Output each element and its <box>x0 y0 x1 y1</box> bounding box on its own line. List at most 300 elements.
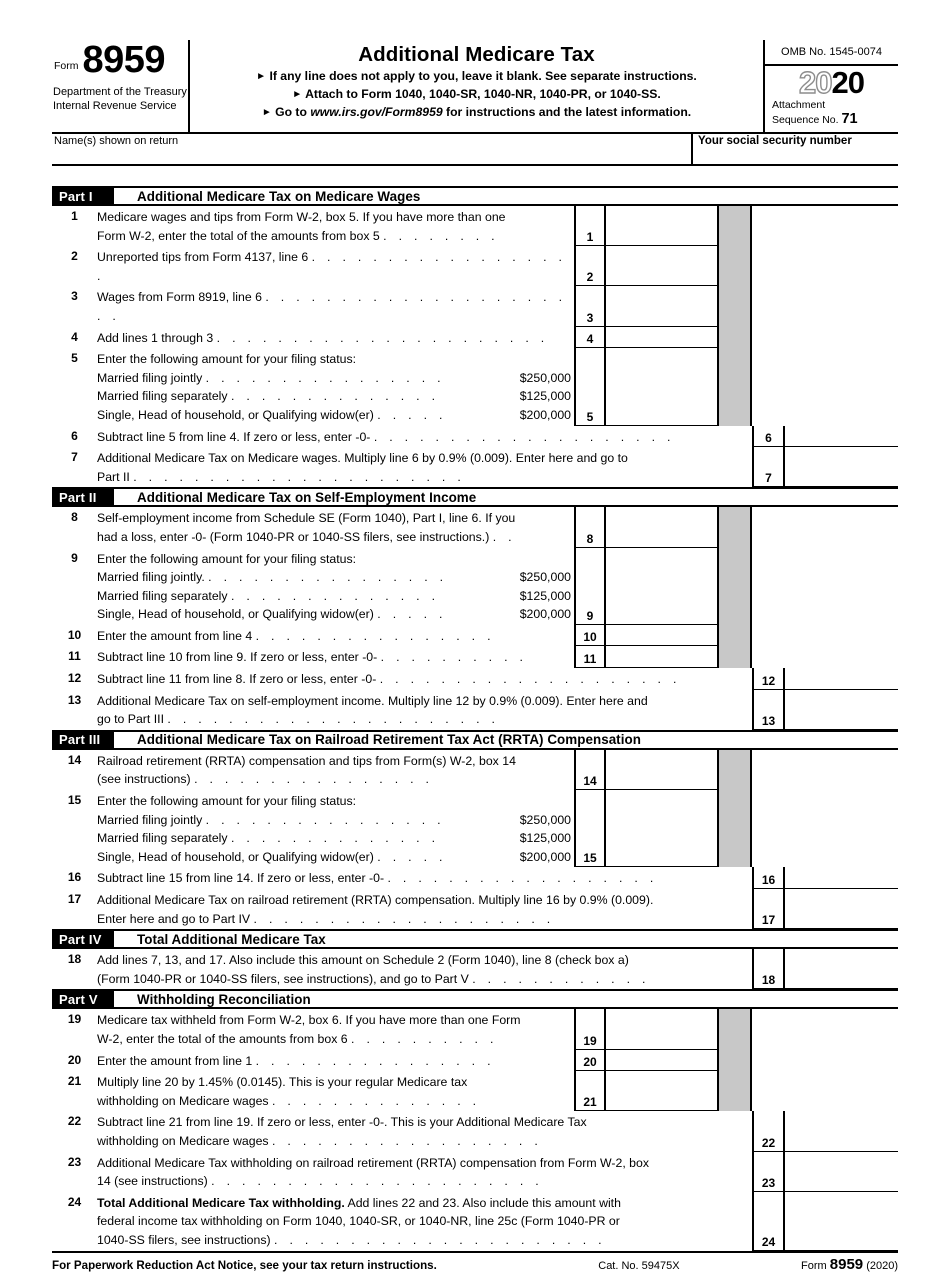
line-18-text-b-wrap <box>97 970 749 989</box>
line-1-amount-input[interactable] <box>606 206 717 246</box>
ssn-field[interactable] <box>693 134 898 164</box>
line-16-amount-input[interactable] <box>785 867 898 889</box>
line-24-row <box>52 1192 898 1251</box>
line-14-inner-box <box>574 750 719 790</box>
line-22-row <box>52 1111 898 1151</box>
attachment-sequence-number: 71 <box>841 111 858 128</box>
line-8-inner-box <box>574 507 719 547</box>
tax-year-digits: 20 <box>831 65 864 100</box>
line-17-description <box>97 889 752 929</box>
line-19-inner-box <box>574 1009 719 1049</box>
line-21-box-number: 21 <box>576 1071 606 1111</box>
line-8-amount-input[interactable] <box>606 507 717 547</box>
line-7-number: 7 <box>71 450 78 465</box>
line-4-box-number: 4 <box>576 327 606 349</box>
spacer <box>752 625 898 647</box>
gray-strip <box>719 206 752 246</box>
spacer <box>752 646 898 668</box>
part-1-title: Additional Medicare Tax on Medicare Wages <box>137 188 421 204</box>
attachment-sequence <box>765 99 898 128</box>
line-23-number: 23 <box>67 1154 82 1169</box>
line-17-text-b-wrap <box>97 910 749 929</box>
form-footer <box>52 1251 898 1273</box>
leader-dots: . . <box>492 529 516 544</box>
line-24-bold-lead: Total Additional Medicare Tax withholding. <box>97 1195 345 1210</box>
line-3-inner-box <box>574 286 719 326</box>
leader-dots: . . . . . . . . . . . . . . . . . . <box>97 250 567 283</box>
line-7-description <box>97 447 752 487</box>
line-22-text-a: Subtract line 21 from line 19. If zero or less, enter -0-. This is your Additional Medicare Tax <box>97 1115 587 1130</box>
leader-dots: . . . . . . . . . . . . . . . . <box>194 772 434 787</box>
line-13-box-number: 13 <box>752 690 785 730</box>
line-6-box-number: 6 <box>752 426 785 448</box>
line-1-text-a: Medicare wages and tips from Form W-2, box 5. If you have more than one <box>97 210 506 224</box>
omb-number: OMB No. 1545-0074 <box>765 40 898 66</box>
gray-strip <box>719 548 752 625</box>
part-4-header <box>52 929 898 949</box>
line-5-mfj-label: Married filing jointly <box>97 370 203 385</box>
leader-dots: . . . . . . . . . . <box>351 1031 498 1046</box>
line-17-number: 17 <box>67 892 82 906</box>
line-18-description <box>97 949 752 989</box>
taxpayer-identity-row <box>52 134 898 166</box>
line-12-amount-input[interactable] <box>785 668 898 690</box>
part-3-title: Additional Medicare Tax on Railroad Retirement Tax Act (RRTA) Compensation <box>137 732 641 748</box>
arrow-icon: ► <box>256 71 267 82</box>
line-22-box-number: 22 <box>752 1111 785 1151</box>
line-15-single-amount: $200,000 <box>519 849 571 864</box>
line-13-number: 13 <box>67 692 82 707</box>
spacer <box>752 750 898 790</box>
line-1-text-b: Form W-2, enter the total of the amounts from box 5 <box>97 228 380 243</box>
gray-strip <box>719 790 752 867</box>
line-20-number: 20 <box>67 1052 82 1067</box>
line-8-row <box>52 507 898 547</box>
line-15-mfs <box>97 829 571 848</box>
line-15-single <box>97 848 571 867</box>
line-21-description <box>97 1071 574 1111</box>
line-10-row <box>52 625 898 647</box>
line-24-text-a: Add lines 22 and 23. Also include this amount with <box>344 1195 621 1210</box>
line-17-text-a: Additional Medicare Tax on railroad retirement (RRTA) compensation. Multiply line 16 by 0.9% (0.009). <box>97 893 654 907</box>
line-15-box-number: 15 <box>576 790 606 867</box>
catalog-number: Cat. No. 59475X <box>598 1259 680 1272</box>
line-23-amount-input[interactable] <box>785 1152 898 1192</box>
line-5-mfj-amount: $250,000 <box>519 370 571 385</box>
line-5-mfs-label: Married filing separately <box>97 389 228 404</box>
line-6-row <box>52 426 898 448</box>
line-15-row <box>52 790 898 867</box>
line-5-amount-input[interactable] <box>606 348 717 425</box>
leader-dots: . . . . . . . . . . . . . . . . . . . . . . <box>97 290 567 323</box>
leader-dots: . . . . . . . . . . . . . . . . . . . . . . <box>133 469 466 484</box>
line-14-amount-input[interactable] <box>606 750 717 790</box>
line-6-text: Subtract line 5 from line 4. If zero or less, enter -0- <box>97 429 371 444</box>
spacer <box>752 1009 898 1049</box>
line-19-text-a: Medicare tax withheld from Form W-2, box 6. If you have more than one Form <box>97 1013 521 1028</box>
line-17-box-number: 17 <box>752 889 785 929</box>
line-4-inner-box <box>574 327 719 349</box>
line-2-number: 2 <box>71 249 78 264</box>
line-15-mfj-label: Married filing jointly <box>97 812 203 827</box>
line-5-single-amount: $200,000 <box>519 407 571 422</box>
line-5-prompt: Enter the following amount for your filing status: <box>97 352 357 367</box>
line-7-amount-input[interactable] <box>785 447 898 487</box>
line-5-mfs-amount: $125,000 <box>519 389 571 404</box>
line-9-number: 9 <box>71 550 78 565</box>
line-16-text: Subtract line 15 from line 14. If zero or less, enter -0- <box>97 871 385 886</box>
spacer <box>752 507 898 547</box>
footer-form-word: Form <box>801 1259 827 1272</box>
line-15-description <box>97 790 574 867</box>
line-6-number: 6 <box>71 428 78 443</box>
line-3-row <box>52 286 898 326</box>
line-14-number: 14 <box>67 752 82 767</box>
spacer <box>752 1071 898 1111</box>
line-14-box-number: 14 <box>576 750 606 790</box>
tax-year-century: 20 <box>799 65 832 100</box>
line-13-text-a: Additional Medicare Tax on self-employment income. Multiply line 12 by 0.9% (0.009). Enter here and <box>97 693 648 708</box>
leader-dots: . . . . . <box>377 407 447 422</box>
leader-dots: . . . . . . . . <box>383 228 499 243</box>
line-8-description <box>97 507 574 547</box>
line-17-text-b: Enter here and go to Part IV <box>97 911 251 926</box>
gray-strip <box>719 348 752 425</box>
line-21-number: 21 <box>67 1074 82 1089</box>
line-24-box-number: 24 <box>752 1192 785 1251</box>
line-23-text-b: 14 (see instructions) <box>97 1174 208 1189</box>
line-5-row <box>52 348 898 425</box>
line-17-amount-input[interactable] <box>785 889 898 929</box>
instruction-2-text: Attach to Form 1040, 1040-SR, 1040-NR, 1040-PR, or 1040-SS. <box>305 87 661 102</box>
part-2-header <box>52 487 898 507</box>
name-field[interactable] <box>52 134 693 164</box>
line-1-row <box>52 206 898 246</box>
line-9-amount-input[interactable] <box>606 548 717 625</box>
line-1-description <box>97 206 574 246</box>
line-15-mfj <box>97 811 571 830</box>
leader-dots: . . . . . . . . . . . . <box>472 971 650 986</box>
arrow-icon: ► <box>292 89 303 101</box>
line-12-row <box>52 668 898 690</box>
line-22-amount-input[interactable] <box>785 1111 898 1151</box>
form-8959 <box>52 40 898 1273</box>
line-22-description <box>97 1111 752 1151</box>
leader-dots: . . . . . . . . . . . . . . . . . . <box>272 1133 543 1148</box>
ssn-label: Your social security number <box>698 135 852 147</box>
line-23-description <box>97 1152 752 1192</box>
line-19-number: 19 <box>67 1012 82 1027</box>
line-8-text-a: Self-employment income from Schedule SE (Form 1040), Part I, line 6. If you <box>97 511 516 526</box>
line-9-mfs <box>97 587 571 606</box>
footer-form-year: (2020) <box>866 1259 898 1272</box>
line-9-prompt: Enter the following amount for your filing status: <box>97 551 357 566</box>
name-label: Name(s) shown on return <box>54 135 179 147</box>
header-title-block <box>190 40 765 132</box>
line-10-text: Enter the amount from line 4 <box>97 628 253 643</box>
line-19-box-number: 19 <box>576 1009 606 1049</box>
irs-url-link[interactable]: www.irs.gov/Form8959 <box>310 105 443 120</box>
line-9-mfj-label: Married filing jointly. <box>97 570 205 585</box>
spacer <box>752 1050 898 1072</box>
line-24-amount-input[interactable] <box>785 1192 898 1251</box>
line-22-text-b: withholding on Medicare wages <box>97 1133 269 1148</box>
line-24-text-c-wrap <box>97 1231 749 1250</box>
leader-dots: . . . . . . . . . . . . . . . . <box>205 812 445 827</box>
line-7-box-number: 7 <box>752 447 785 487</box>
line-2-description <box>97 246 574 286</box>
line-8-number: 8 <box>71 510 78 525</box>
line-19-description <box>97 1009 574 1049</box>
arrow-icon: ► <box>261 107 272 119</box>
part-3-header <box>52 730 898 750</box>
line-11-inner-box <box>574 646 719 668</box>
line-9-single <box>97 605 571 624</box>
line-18-row <box>52 949 898 989</box>
line-3-text: Wages from Form 8919, line 6 <box>97 290 262 305</box>
line-23-text-b-wrap <box>97 1172 749 1191</box>
leader-dots: . . . . . . . . . . . . . . . . . . . . <box>253 911 555 926</box>
line-5-box-number: 5 <box>576 348 606 425</box>
line-9-box-number: 9 <box>576 548 606 625</box>
line-17-row <box>52 889 898 929</box>
part-5-header <box>52 989 898 1009</box>
line-21-amount-input[interactable] <box>606 1071 717 1111</box>
part-3-tag: Part III <box>52 732 114 748</box>
agency-name <box>52 86 188 114</box>
line-9-mfs-label: Married filing separately <box>97 588 228 603</box>
line-5-number: 5 <box>71 351 78 366</box>
dept-line-2: Internal Revenue Service <box>53 100 177 113</box>
line-20-description <box>97 1050 574 1072</box>
leader-dots: . . . . . <box>377 849 447 864</box>
line-16-description <box>97 867 752 889</box>
line-1-inner-box <box>574 206 719 246</box>
leader-dots: . . . . . . . . . . . . . . . . . . . . . . <box>211 1174 543 1189</box>
part-1-header <box>52 186 898 206</box>
part-4-title: Total Additional Medicare Tax <box>137 931 326 947</box>
line-20-row <box>52 1050 898 1072</box>
line-13-row <box>52 690 898 730</box>
line-5-mfj <box>97 369 571 388</box>
line-9-mfj-amount: $250,000 <box>519 570 571 585</box>
line-18-text-b: (Form 1040-PR or 1040-SS filers, see instructions), and go to Part V <box>97 971 469 986</box>
line-9-description <box>97 548 574 625</box>
line-24-text-b: federal income tax withholding on Form 1040, 1040-SR, or 1040-NR, line 25c (Form 1040-PR or <box>97 1214 620 1229</box>
part-5-tag: Part V <box>52 991 114 1007</box>
gray-strip <box>719 507 752 547</box>
goto-prefix: Go to <box>275 105 311 120</box>
line-21-text-a: Multiply line 20 by 1.45% (0.0145). This is your regular Medicare tax <box>97 1075 468 1090</box>
line-21-row <box>52 1071 898 1111</box>
header-omb-block <box>765 40 898 132</box>
gray-strip <box>719 1071 752 1111</box>
line-13-text-b: go to Part III <box>97 712 164 727</box>
leader-dots: . . . . . . . . . . . . . . <box>230 389 440 404</box>
line-19-amount-input[interactable] <box>606 1009 717 1049</box>
tax-year <box>765 66 898 98</box>
line-9-mfj <box>97 568 571 587</box>
leader-dots: . . . . . . . . . . . . . . . . <box>255 628 495 643</box>
line-15-mfs-label: Married filing separately <box>97 831 228 846</box>
line-18-text-a: Add lines 7, 13, and 17. Also include this amount on Schedule 2 (Form 1040), line 8 (check box a) <box>97 953 629 968</box>
line-20-text: Enter the amount from line 1 <box>97 1053 253 1068</box>
line-19-text-b-wrap <box>97 1030 571 1049</box>
line-7-text-b: Part II <box>97 469 130 484</box>
leader-dots: . . . . . . . . . . . . . . <box>230 831 440 846</box>
line-15-amount-input[interactable] <box>606 790 717 867</box>
line-10-amount-input[interactable] <box>606 625 717 647</box>
line-5-description <box>97 348 574 425</box>
line-11-description <box>97 646 574 668</box>
header-instruction-3 <box>190 103 763 121</box>
line-11-amount-input[interactable] <box>606 646 717 668</box>
form-header <box>52 40 898 134</box>
spacer <box>752 790 898 867</box>
line-9-row <box>52 548 898 625</box>
line-11-row <box>52 646 898 668</box>
line-7-row <box>52 447 898 487</box>
line-11-text: Subtract line 10 from line 9. If zero or less, enter -0- <box>97 650 378 665</box>
part-5-title: Withholding Reconciliation <box>137 991 311 1007</box>
spacer <box>752 206 898 246</box>
gray-strip <box>719 327 752 349</box>
line-9-inner-box <box>574 548 719 625</box>
line-3-amount-input[interactable] <box>606 286 717 326</box>
line-5-inner-box <box>574 348 719 425</box>
leader-dots: . . . . . . . . . . . . . . <box>230 588 440 603</box>
attachment-label-2: Sequence No. <box>772 114 839 127</box>
spacer <box>752 246 898 286</box>
line-19-row <box>52 1009 898 1049</box>
line-24-description <box>97 1192 752 1251</box>
line-14-description <box>97 750 574 790</box>
line-4-description <box>97 327 574 349</box>
leader-dots: . . . . . . . . . . <box>380 650 528 665</box>
line-16-row <box>52 867 898 889</box>
line-3-number: 3 <box>71 289 78 304</box>
leader-dots: . . . . . . . . . . . . . . . . . . <box>387 871 658 886</box>
paperwork-notice: For Paperwork Reduction Act Notice, see your tax return instructions. <box>52 1258 437 1272</box>
line-20-amount-input[interactable] <box>606 1050 717 1072</box>
gray-strip <box>719 646 752 668</box>
line-23-box-number: 23 <box>752 1152 785 1192</box>
page-title: Additional Medicare Tax <box>358 43 595 66</box>
gray-strip <box>719 625 752 647</box>
line-12-number: 12 <box>67 671 82 686</box>
line-23-row <box>52 1152 898 1192</box>
tax-year-block <box>765 66 898 132</box>
line-8-text-b: had a loss, enter -0- (Form 1040-PR or 1040-SS filers, see instructions.) <box>97 529 490 544</box>
line-13-description <box>97 690 752 730</box>
line-15-mfj-amount: $250,000 <box>519 812 571 827</box>
line-6-amount-input[interactable] <box>785 426 898 448</box>
line-15-prompt: Enter the following amount for your filing status: <box>97 794 357 809</box>
form-number: 8959 <box>82 39 166 81</box>
line-11-box-number: 11 <box>576 646 606 668</box>
line-7-text-b-wrap <box>97 468 749 487</box>
line-2-amount-input[interactable] <box>606 246 717 286</box>
line-23-text-a: Additional Medicare Tax withholding on railroad retirement (RRTA) compensation from Form W-2, box <box>97 1155 649 1170</box>
line-2-row <box>52 246 898 286</box>
footer-form-number: 8959 <box>829 1255 864 1273</box>
spacer <box>752 327 898 349</box>
line-7-text-a: Additional Medicare Tax on Medicare wages. Multiply line 6 by 0.9% (0.009). Enter here and go to <box>97 451 628 466</box>
part-2-tag: Part II <box>52 489 114 505</box>
leader-dots: . . . . . . . . . . . . . . . . . . . . . . <box>167 712 500 727</box>
spacer <box>752 286 898 326</box>
part-4-tag: Part IV <box>52 931 114 947</box>
line-1-box-number: 1 <box>576 206 606 246</box>
header-instruction-2 <box>190 85 763 103</box>
header-form-identity <box>52 40 190 132</box>
spacer <box>752 348 898 425</box>
line-18-box-number: 18 <box>752 949 785 989</box>
line-21-inner-box <box>574 1071 719 1111</box>
line-13-text-b-wrap <box>97 710 749 729</box>
line-13-amount-input[interactable] <box>785 690 898 730</box>
line-10-number: 10 <box>67 627 82 642</box>
line-14-text-b-wrap <box>97 770 571 789</box>
leader-dots: . . . . . . . . . . . . . . . . . . . . <box>373 429 675 444</box>
form-word-label: Form <box>54 60 79 73</box>
line-14-text-b: (see instructions) <box>97 772 191 787</box>
line-12-text: Subtract line 11 from line 8. If zero or less, enter -0- <box>97 672 377 687</box>
line-15-single-label: Single, Head of household, or Qualifying widow(er) <box>97 849 374 864</box>
line-10-box-number: 10 <box>576 625 606 647</box>
leader-dots: . . . . . . . . . . . . . . . . . . . . . . <box>274 1232 606 1247</box>
line-4-amount-input[interactable] <box>606 327 717 349</box>
line-16-box-number: 16 <box>752 867 785 889</box>
leader-dots: . . . . . . . . . . . . . . <box>272 1093 481 1108</box>
instruction-1-text: If any line does not apply to you, leave it blank. See separate instructions. <box>269 69 697 83</box>
line-8-box-number: 8 <box>576 507 606 547</box>
line-9-single-amount: $200,000 <box>519 607 571 622</box>
line-24-text-a-wrap <box>97 1194 749 1213</box>
line-5-mfs <box>97 387 571 406</box>
line-24-text-c: 1040-SS filers, see instructions) <box>97 1232 271 1247</box>
gray-strip <box>719 750 752 790</box>
line-2-inner-box <box>574 246 719 286</box>
line-3-box-number: 3 <box>576 286 606 326</box>
line-4-text: Add lines 1 through 3 <box>97 330 214 345</box>
footer-form-id <box>801 1256 898 1273</box>
goto-suffix: for instructions and the latest information. <box>442 105 692 120</box>
line-22-number: 22 <box>67 1114 82 1129</box>
line-9-mfs-amount: $125,000 <box>519 588 571 603</box>
line-3-description <box>97 286 574 326</box>
gray-strip <box>719 1050 752 1072</box>
leader-dots: . . . . . . . . . . . . . . . . <box>208 570 448 585</box>
line-9-single-label: Single, Head of household, or Qualifying widow(er) <box>97 607 374 622</box>
leader-dots: . . . . . <box>377 607 447 622</box>
line-20-inner-box <box>574 1050 719 1072</box>
gray-strip <box>719 1009 752 1049</box>
line-12-description <box>97 668 752 690</box>
line-2-text: Unreported tips from Form 4137, line 6 <box>97 250 309 265</box>
line-18-amount-input[interactable] <box>785 949 898 989</box>
line-21-text-b-wrap <box>97 1092 571 1111</box>
line-1-number: 1 <box>71 209 78 223</box>
line-20-box-number: 20 <box>576 1050 606 1072</box>
line-24-number: 24 <box>67 1194 82 1209</box>
line-15-mfs-amount: $125,000 <box>519 831 571 846</box>
line-22-text-b-wrap <box>97 1132 749 1151</box>
line-15-number: 15 <box>67 793 82 808</box>
line-5-single <box>97 406 571 425</box>
line-6-description <box>97 426 752 448</box>
line-12-box-number: 12 <box>752 668 785 690</box>
